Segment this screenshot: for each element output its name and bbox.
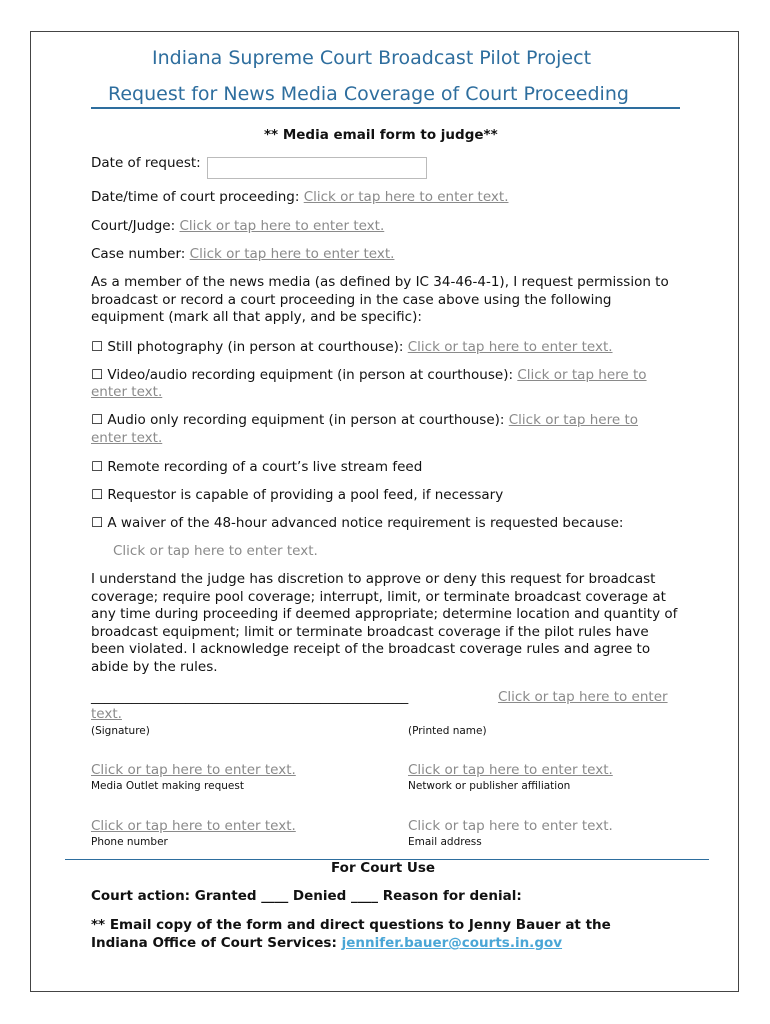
media-outlet-caption: Media Outlet making request <box>91 780 244 792</box>
court-judge-field <box>91 218 384 235</box>
waiver-label: A waiver of the 48-hour advanced notice requirement is requested because: <box>107 515 624 531</box>
contact-email-link[interactable]: jennifer.bauer@courts.in.gov <box>341 935 563 951</box>
waiver-reason-input[interactable]: Click or tap here to enter text. <box>113 543 318 559</box>
date-request-label: Date of request: <box>91 155 201 171</box>
email-form-note: ** Media email form to judge** <box>264 127 498 143</box>
audio-only-input-cont[interactable]: enter text. <box>91 430 163 446</box>
datetime-proceeding-input[interactable]: Click or tap here to enter text. <box>303 189 509 205</box>
footer-office-label: Indiana Office of Court Services: <box>91 935 342 951</box>
signature-line: _______________________________________________ <box>91 689 409 705</box>
video-audio-input-cont[interactable]: enter text. <box>91 384 163 400</box>
remote-checkbox[interactable]: ☐ <box>91 459 104 475</box>
email-caption: Email address <box>408 836 482 848</box>
form-subtitle: Request for News Media Coverage of Court Proceeding <box>108 83 629 105</box>
printed-name-input[interactable]: Click or tap here to enter <box>498 689 668 705</box>
audio-only-checkbox[interactable]: ☐ <box>91 412 104 428</box>
option-waiver <box>91 515 623 532</box>
case-number-field <box>91 246 394 263</box>
option-still-photography <box>91 339 613 356</box>
waiver-checkbox[interactable]: ☐ <box>91 515 104 531</box>
court-judge-label: Court/Judge: <box>91 218 176 234</box>
footer-note-line2 <box>91 935 562 952</box>
option-audio-only <box>91 412 638 429</box>
printed-name-input-cont[interactable]: text. <box>91 706 122 722</box>
printed-name-caption: (Printed name) <box>408 725 487 737</box>
footer-note-line1: ** Email copy of the form and direct questions to Jenny Bauer at the <box>91 917 611 933</box>
phone-caption: Phone number <box>91 836 168 848</box>
form-title: Indiana Supreme Court Broadcast Pilot Project <box>152 47 592 69</box>
video-audio-label: Video/audio recording equipment (in person at courthouse): <box>107 367 514 383</box>
title-underline <box>91 107 680 109</box>
date-request-input[interactable] <box>207 157 427 179</box>
intro-paragraph: As a member of the news media (as defined by IC 34-46-4-1), I request permission to broadcast or record a court proceeding in the case above using the following equipment (mark all that apply, and be specific): <box>91 274 669 326</box>
phone-input[interactable]: Click or tap here to enter text. <box>91 818 296 834</box>
case-number-label: Case number: <box>91 246 186 262</box>
signature-caption: (Signature) <box>91 725 150 737</box>
option-pool-feed <box>91 487 503 504</box>
court-action-line: Court action: Granted ____ Denied ____ Reason for denial: <box>91 888 522 904</box>
datetime-proceeding-field <box>91 189 508 206</box>
option-remote <box>91 459 422 476</box>
pool-checkbox[interactable]: ☐ <box>91 487 104 503</box>
media-outlet-input[interactable]: Click or tap here to enter text. <box>91 762 296 778</box>
remote-label: Remote recording of a court’s live stream feed <box>107 459 423 475</box>
audio-only-input[interactable]: Click or tap here to <box>508 412 639 428</box>
case-number-input[interactable]: Click or tap here to enter text. <box>189 246 395 262</box>
acknowledgment-paragraph: I understand the judge has discretion to approve or deny this request for broadcast coverage; require pool coverage; interrupt, limit, or terminate broadcast coverage at any time during proceeding if deemed appropriate; determine location and quantity of broadcast equipment; limit or terminate broadcast coverage if the pilot rules have been violated. I acknowledge receipt of the broadcast coverage rules and agree to abide by the rules. <box>91 571 678 675</box>
still-label: Still photography (in person at courthouse): <box>107 339 404 355</box>
network-input[interactable]: Click or tap here to enter text. <box>408 762 613 778</box>
court-use-heading: For Court Use <box>331 860 436 876</box>
still-checkbox[interactable]: ☐ <box>91 339 104 355</box>
option-video-audio <box>91 367 647 384</box>
video-audio-checkbox[interactable]: ☐ <box>91 367 104 383</box>
video-audio-input[interactable]: Click or tap here to <box>517 367 647 383</box>
email-input[interactable]: Click or tap here to enter text. <box>408 818 613 834</box>
network-caption: Network or publisher affiliation <box>408 780 571 792</box>
still-input[interactable]: Click or tap here to enter text. <box>407 339 613 355</box>
audio-only-label: Audio only recording equipment (in person at courthouse): <box>107 412 505 428</box>
court-judge-input[interactable]: Click or tap here to enter text. <box>179 218 385 234</box>
pool-label: Requestor is capable of providing a pool feed, if necessary <box>107 487 504 503</box>
datetime-proceeding-label: Date/time of court proceeding: <box>91 189 300 205</box>
